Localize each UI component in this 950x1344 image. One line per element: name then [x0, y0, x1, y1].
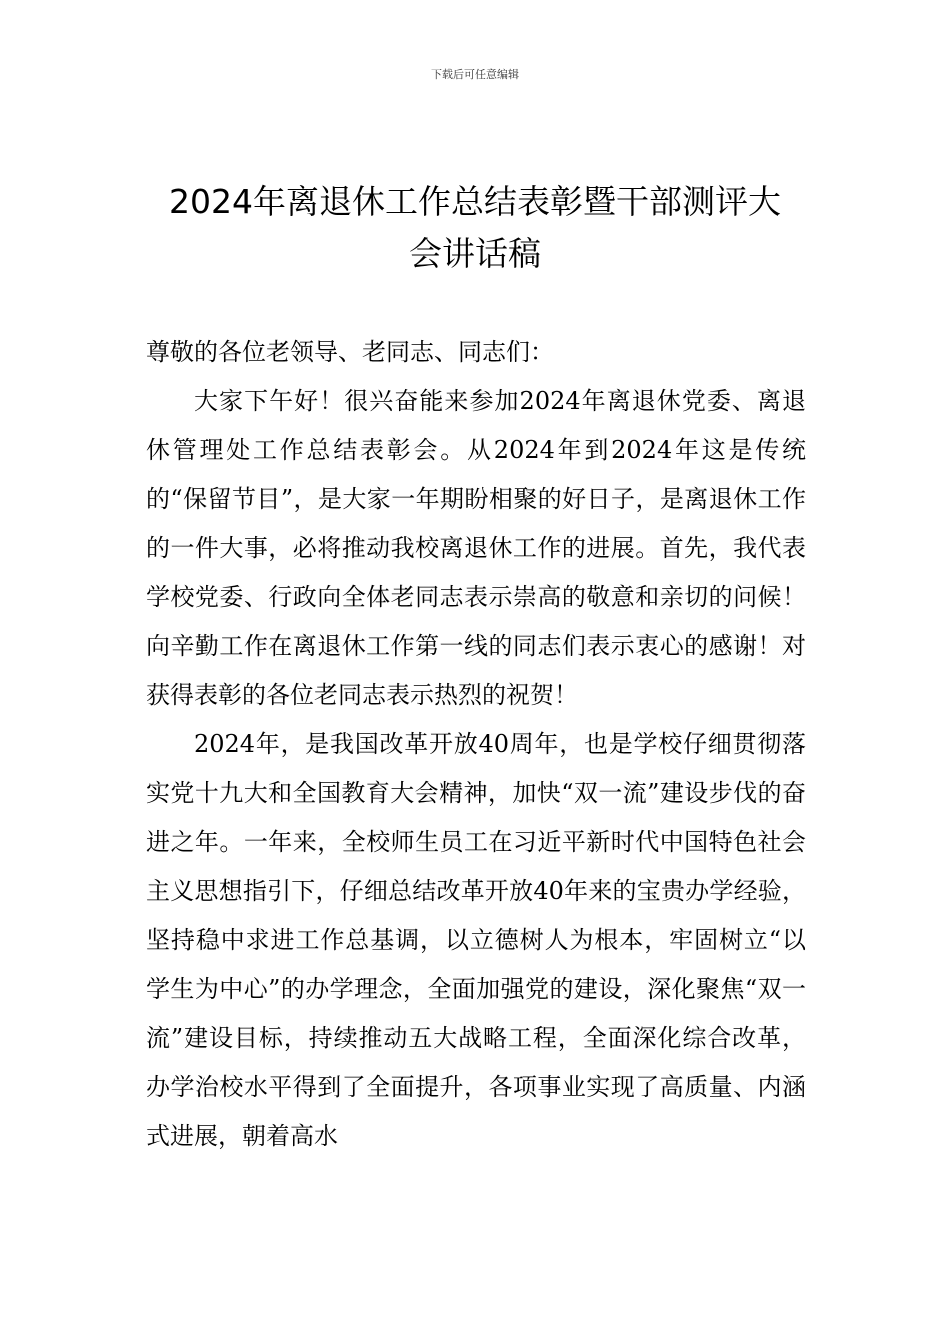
salutation: 尊敬的各位老领导、老同志、同志们：: [146, 338, 554, 366]
document-title: [120, 176, 830, 280]
header-note: 下载后可任意编辑: [431, 68, 519, 81]
title-line-1: 2024年离退休工作总结表彰暨干部测评大: [169, 182, 781, 221]
title-line-2: 会讲话稿: [409, 234, 541, 273]
document-body: [146, 328, 806, 1161]
paragraph-1: 大家下午好！很兴奋能来参加2024年离退休党委、离退休管理处工作总结表彰会。从2024年到2024年这是传统的“保留节目”，是大家一年期盼相聚的好日子，是离退休工作的一件大事，必将推动我校离退休工作的进展。首先，我代表学校党委、行政向全体老同志表示崇高的敬意和亲切的问候！向辛勤工作在离退休工作第一线的同志们表示衷心的感谢！对获得表彰的各位老同志表示热烈的祝贺！: [146, 387, 806, 709]
paragraph-2: 2024年，是我国改革开放40周年，也是学校仔细贯彻落实党十九大和全国教育大会精神，加快“双一流”建设步伐的奋进之年。一年来，全校师生员工在习近平新时代中国特色社会主义思想指引下，仔细总结改革开放40年来的宝贵办学经验，坚持稳中求进工作总基调，以立德树人为根本，牢固树立“以学生为中心”的办学理念，全面加强党的建设，深化聚焦“双一流”建设目标，持续推动五大战略工程，全面深化综合改革，办学治校水平得到了全面提升，各项事业实现了高质量、内涵式进展，朝着高水: [146, 730, 806, 1150]
